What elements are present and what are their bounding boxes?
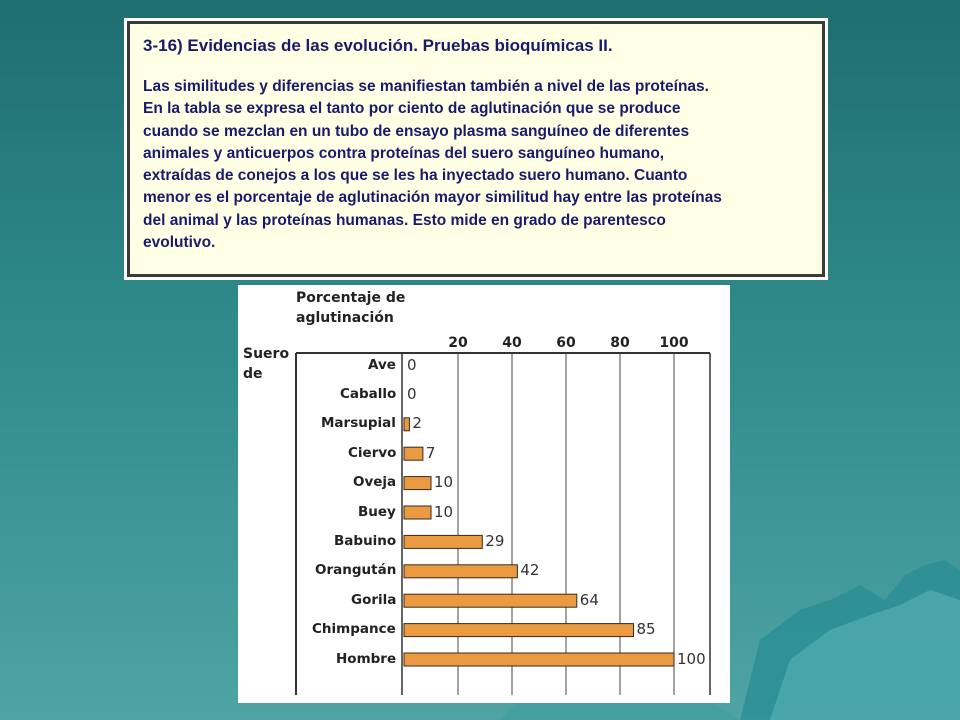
agglutination-chart [238,285,730,703]
value-label: 64 [579,590,599,609]
paragraph-line: cuando se mezclan en un tubo de ensayo plasma sanguíneo de diferentes [143,122,690,140]
x-tick-label: 40 [502,335,522,351]
paragraph-line: extraídas de conejos a los que se les ha inyectado suero humano. Cuanto [143,167,688,185]
category-label: Gorila [351,591,397,608]
description-box-inner [127,21,825,277]
slide-title: 3-16) Evidencias de las evolución. Pruebas bioquímicas II. [143,36,613,55]
value-label: 29 [485,531,505,550]
category-label: Caballo [340,385,397,402]
value-label: 0 [407,355,417,374]
bar [404,594,577,607]
paragraph-line: evolutivo. [143,234,216,252]
y-axis-header-line: Suero [243,346,290,362]
value-label: 100 [677,649,706,668]
bar [404,447,423,460]
x-tick-label: 80 [610,335,630,351]
paragraph-line: Las similitudes y diferencias se manifiestan también a nivel de las proteínas. [143,78,709,95]
x-tick-label: 20 [448,335,468,351]
bar [404,477,431,490]
value-label: 10 [434,473,454,492]
bar [404,418,409,431]
category-label: Orangután [315,562,397,579]
category-label: Buey [358,503,396,520]
category-label: Ciervo [348,444,397,461]
category-label: Oveja [353,474,397,491]
paragraph-line: animales y anticuerpos contra proteínas del suero sanguíneo humano, [143,144,665,162]
description-paragraph [143,76,808,254]
paragraph-line: En la tabla se expresa el tanto por ciento de aglutinación que se produce [143,100,681,118]
value-label: 2 [412,414,422,433]
value-label: 85 [636,620,656,639]
paragraph-line: del animal y las proteínas humanas. Esto mide en grado de parentesco [143,211,666,229]
category-label: Chimpance [312,621,396,638]
chart-plot-area [238,285,730,703]
bar [404,565,517,578]
value-label: 42 [520,561,540,580]
category-label: Babuino [334,532,397,549]
bar [404,624,634,637]
category-label: Hombre [336,650,397,667]
value-label: 0 [407,384,417,403]
x-tick-label: 100 [659,335,689,351]
x-axis-header-line: aglutinación [296,310,394,326]
x-tick-label: 60 [556,335,576,351]
bar [404,535,482,548]
description-box [124,18,828,280]
y-axis-header-line: de [243,366,263,382]
value-label: 10 [434,502,454,521]
x-axis-header-line: Porcentaje de [296,290,406,306]
category-label: Ave [368,356,396,373]
bar [404,653,674,666]
category-label: Marsupial [321,415,396,432]
bar [404,506,431,519]
value-label: 7 [425,443,436,462]
paragraph-line: menor es el porcentaje de aglutinación mayor similitud hay entre las proteínas [143,189,722,207]
